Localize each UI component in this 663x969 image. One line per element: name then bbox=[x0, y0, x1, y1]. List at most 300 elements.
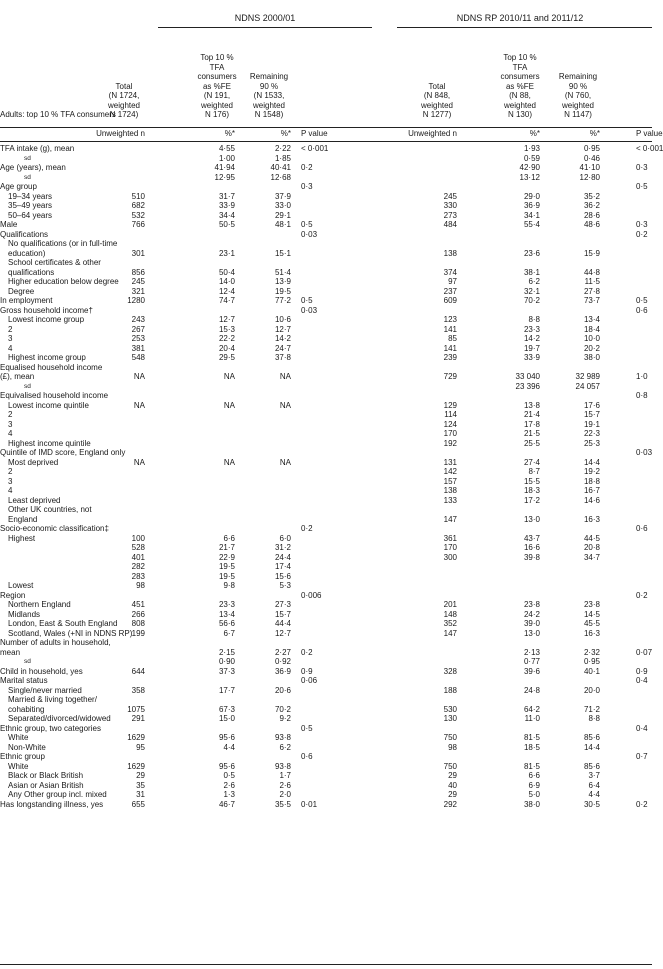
table-cell: 0·4 bbox=[636, 723, 648, 733]
table-cell: 199 bbox=[131, 628, 145, 638]
table-cell: 0·92 bbox=[274, 657, 291, 666]
table-cell: 267 bbox=[131, 324, 145, 334]
column-header-line: N 176) bbox=[204, 110, 229, 119]
table-cell: 64·2 bbox=[523, 704, 540, 714]
table-cell: 20·6 bbox=[274, 685, 291, 695]
table-cell: 45·5 bbox=[583, 619, 600, 628]
column-header-line: consumers bbox=[197, 72, 237, 81]
table-cell: 35 bbox=[136, 780, 145, 790]
table-cell: 8·8 bbox=[588, 714, 600, 723]
table-cell: 0·46 bbox=[583, 153, 600, 163]
table-cell: 131 bbox=[443, 457, 457, 467]
table-cell: 6·9 bbox=[528, 780, 540, 790]
table-cell: 0·77 bbox=[523, 657, 540, 666]
group-header-ndns-rp: NDNS RP 2010/11 and 2011/12 bbox=[456, 13, 584, 23]
table-cell: 301 bbox=[131, 248, 145, 258]
column-header-line: TFA bbox=[512, 62, 528, 72]
row-label: Qualifications bbox=[0, 229, 49, 239]
table-cell: 0·8 bbox=[636, 391, 648, 400]
table-cell: 609 bbox=[443, 296, 457, 305]
table-cell: NA bbox=[223, 372, 235, 381]
table-cell: 37·3 bbox=[218, 666, 235, 676]
table-cell: 23 396 bbox=[515, 381, 540, 391]
column-header-line: weighted bbox=[200, 100, 234, 110]
table-cell: 16·7 bbox=[583, 486, 600, 495]
table-cell: 4·4 bbox=[588, 790, 600, 799]
table-cell: 283 bbox=[131, 571, 145, 581]
table-cell: 0·006 bbox=[301, 590, 322, 600]
table-cell: 5·3 bbox=[279, 581, 291, 590]
row-label: Ethnic group bbox=[0, 752, 45, 761]
table-cell: 2·6 bbox=[223, 780, 235, 790]
column-header-line: 90 % bbox=[259, 81, 279, 91]
row-sublabel: 3 bbox=[8, 419, 13, 429]
table-cell: 40·1 bbox=[583, 666, 600, 676]
table-cell: 141 bbox=[443, 324, 457, 334]
table-cell: 532 bbox=[131, 210, 145, 220]
row-sd-label: sd bbox=[24, 173, 31, 181]
table-cell: 44·5 bbox=[583, 533, 600, 543]
column-header-line: weighted bbox=[252, 100, 286, 110]
table-cell: 11·0 bbox=[524, 714, 540, 723]
table-cell: 20·8 bbox=[583, 543, 600, 552]
row-sublabel: Any Other group incl. mixed bbox=[8, 790, 107, 799]
table-cell: 6·6 bbox=[223, 533, 235, 543]
table-cell: 21·7 bbox=[218, 543, 235, 552]
table-cell: 6·4 bbox=[588, 780, 600, 790]
table-cell: 6·2 bbox=[528, 277, 540, 286]
table-cell: 0·2 bbox=[636, 799, 648, 809]
column-subheader-7: P value bbox=[636, 129, 663, 138]
table-cell: 40 bbox=[448, 780, 457, 790]
table-cell: 93·8 bbox=[274, 761, 291, 771]
table-cell: 1075 bbox=[127, 704, 145, 714]
table-cell: 22·9 bbox=[218, 552, 235, 562]
header-rule-mid bbox=[0, 127, 652, 128]
table-cell: 14·2 bbox=[274, 334, 291, 343]
table-cell: 170 bbox=[443, 429, 457, 438]
table-cell: 39·0 bbox=[523, 619, 540, 628]
row-sublabel: Single/never married bbox=[8, 685, 82, 695]
table-cell: 85 bbox=[448, 334, 457, 343]
table-cell: 0·03 bbox=[301, 305, 318, 315]
table-cell: 2·13 bbox=[523, 647, 540, 657]
row-label: Child in household, yes bbox=[0, 666, 83, 676]
table-cell: 19·7 bbox=[523, 343, 540, 353]
row-label: Age (years), mean bbox=[0, 163, 66, 172]
table-cell: 41·10 bbox=[579, 163, 600, 172]
table-cell: 133 bbox=[443, 495, 457, 505]
table-cell: 0·95 bbox=[583, 657, 600, 666]
row-sublabel: White bbox=[8, 733, 29, 742]
table-cell: 35·5 bbox=[274, 799, 291, 809]
table-cell: 25·5 bbox=[523, 438, 540, 448]
table-cell: 93·8 bbox=[274, 733, 291, 742]
column-header-line: (N 848, bbox=[423, 91, 451, 100]
table-cell: 16·6 bbox=[523, 543, 540, 552]
row-sublabel: Lowest income group bbox=[8, 315, 85, 324]
table-cell: 19·2 bbox=[583, 467, 600, 476]
table-cell: 530 bbox=[443, 704, 457, 714]
table-cell: 0·06 bbox=[301, 676, 318, 685]
column-header-line: N 1147) bbox=[564, 110, 592, 119]
table-cell: 44·4 bbox=[274, 619, 291, 628]
table-cell: 23·8 bbox=[583, 600, 600, 609]
table-cell: 300 bbox=[443, 552, 457, 562]
table-cell: 34·1 bbox=[523, 210, 540, 220]
column-subheader-6: %* bbox=[589, 129, 600, 138]
table-cell: 29 bbox=[136, 771, 145, 780]
column-header-line: TFA bbox=[209, 62, 225, 72]
table-cell: 528 bbox=[131, 543, 145, 552]
column-header-line: weighted bbox=[420, 100, 454, 110]
row-sublabel: 3 bbox=[8, 476, 13, 486]
row-sd-label: sd bbox=[24, 154, 31, 162]
row-sublabel: Most deprived bbox=[8, 457, 59, 467]
row-sublabel: Highest income quintile bbox=[8, 438, 91, 448]
table-cell: 12·7 bbox=[274, 324, 291, 334]
table-cell: 124 bbox=[443, 419, 457, 429]
table-cell: 0·5 bbox=[301, 220, 313, 229]
row-sublabel: London, East & South England bbox=[8, 619, 118, 628]
row-sublabel: 4 bbox=[8, 429, 13, 438]
table-cell: 41·94 bbox=[214, 163, 235, 172]
column-header-line: (N 1724, bbox=[108, 91, 140, 100]
row-sublabel: Midlands bbox=[8, 609, 41, 619]
table-cell: 4·4 bbox=[223, 742, 235, 752]
row-sublabel: 2 bbox=[8, 467, 13, 476]
table-cell: 14·6 bbox=[583, 495, 600, 505]
table-cell: 328 bbox=[443, 666, 457, 676]
column-header-line: (N 1533, bbox=[253, 91, 285, 100]
table-cell: 23·8 bbox=[523, 600, 540, 609]
row-sublabel: White bbox=[8, 761, 29, 771]
row-sublabel: 4 bbox=[8, 343, 13, 353]
table-cell: 13·8 bbox=[523, 400, 540, 410]
table-cell: 1·93 bbox=[523, 144, 540, 153]
table-cell: 97 bbox=[448, 277, 457, 286]
table-cell: 2·22 bbox=[274, 144, 291, 153]
table-cell: 18·3 bbox=[523, 486, 540, 495]
row-label: Age group bbox=[0, 182, 37, 191]
table-cell: 71·2 bbox=[583, 704, 600, 714]
table-cell: 14·2 bbox=[523, 334, 540, 343]
table-cell: 55·4 bbox=[523, 220, 540, 229]
table-cell: 24·4 bbox=[274, 552, 291, 562]
row-sublabel: Married & living together/ cohabiting bbox=[8, 695, 97, 714]
table-cell: 24·8 bbox=[523, 685, 540, 695]
table-cell: 253 bbox=[131, 334, 145, 343]
table-cell: 0·5 bbox=[636, 182, 648, 191]
row-label: Equivalised household income bbox=[0, 391, 109, 400]
table-cell: NA bbox=[279, 400, 291, 410]
table-cell: 6·7 bbox=[223, 628, 235, 638]
column-header-line: N 130) bbox=[507, 110, 532, 119]
row-sublabel: 2 bbox=[8, 324, 13, 334]
table-cell: 148 bbox=[443, 609, 457, 619]
table-cell: 22·2 bbox=[218, 334, 235, 343]
column-header-line: consumers bbox=[500, 72, 540, 81]
table-cell: 188 bbox=[443, 685, 457, 695]
table-cell: 20·4 bbox=[218, 343, 235, 353]
table-cell: 266 bbox=[131, 609, 145, 619]
table-cell: 0·2 bbox=[636, 229, 648, 239]
table-cell: 808 bbox=[131, 619, 145, 628]
table-cell: 29·1 bbox=[274, 210, 291, 220]
table-cell: 23·3 bbox=[218, 600, 235, 609]
table-cell: 282 bbox=[131, 562, 145, 571]
column-header-line: weighted bbox=[561, 100, 595, 110]
table-cell: 15·0 bbox=[218, 714, 235, 723]
group-header-ndns-2000: NDNS 2000/01 bbox=[234, 13, 296, 23]
table-cell: 40·41 bbox=[270, 163, 291, 172]
table-cell: NA bbox=[133, 400, 145, 410]
table-cell: 8·8 bbox=[528, 315, 540, 324]
table-cell: 48·6 bbox=[583, 220, 600, 229]
row-label: Region bbox=[0, 590, 26, 600]
table-cell: 14·5 bbox=[583, 609, 600, 619]
table-cell: 16·3 bbox=[583, 514, 600, 524]
row-header-label: Adults: top 10 % TFA consumers bbox=[0, 110, 116, 119]
table-cell: 0·01 bbox=[301, 799, 318, 809]
table-cell: 0·07 bbox=[636, 647, 653, 657]
table-cell: NA bbox=[133, 457, 145, 467]
table-cell: 2·27 bbox=[274, 647, 291, 657]
table-cell: 142 bbox=[443, 467, 457, 476]
column-subheader-3: P value bbox=[301, 129, 328, 138]
table-cell: 34·7 bbox=[583, 552, 600, 562]
table-cell: 114 bbox=[444, 410, 457, 419]
table-cell: 37·9 bbox=[274, 191, 291, 201]
row-sublabel: Scotland, Wales (+NI in NDNS RP) bbox=[8, 628, 133, 638]
table-cell: 201 bbox=[443, 600, 457, 609]
column-header-line: Total bbox=[428, 81, 446, 91]
table-cell: 95·6 bbox=[218, 733, 235, 742]
table-cell: 77·2 bbox=[274, 296, 291, 305]
table-cell: 0·5 bbox=[636, 296, 648, 305]
table-cell: 141 bbox=[443, 343, 457, 353]
column-header-line: as %FE bbox=[505, 81, 534, 91]
table-cell: 39·8 bbox=[523, 552, 540, 562]
table-cell: 1·00 bbox=[218, 153, 235, 163]
table-cell: 330 bbox=[443, 201, 457, 210]
table-cell: 14·4 bbox=[583, 457, 600, 467]
table-cell: 85·6 bbox=[583, 733, 600, 742]
column-header-line: Total bbox=[115, 81, 133, 91]
table-cell: 22·3 bbox=[583, 429, 600, 438]
table-cell: 374 bbox=[443, 267, 457, 277]
table-cell: 9·8 bbox=[223, 581, 235, 590]
table-cell: 17·7 bbox=[218, 685, 235, 695]
table-cell: 36·9 bbox=[274, 666, 291, 676]
table-cell: 33 040 bbox=[515, 372, 540, 381]
table-cell: 50·4 bbox=[218, 267, 235, 277]
column-header-line: N 1277) bbox=[422, 110, 452, 119]
table-cell: 1·3 bbox=[223, 790, 235, 799]
table-cell: 20·0 bbox=[583, 685, 600, 695]
row-sublabel: School certificates & other qualifications bbox=[8, 258, 101, 277]
row-sublabel: Other UK countries, not England bbox=[8, 505, 92, 524]
table-cell: 147 bbox=[443, 514, 457, 524]
table-cell: 12·80 bbox=[579, 172, 600, 182]
table-cell: 17·6 bbox=[583, 400, 600, 410]
table-cell: 27·4 bbox=[523, 457, 540, 467]
column-header-line: N 1548) bbox=[254, 110, 284, 119]
row-sd-label: sd bbox=[24, 658, 31, 665]
table-cell: 12·68 bbox=[270, 172, 291, 182]
table-cell: 0·03 bbox=[301, 229, 318, 239]
row-sublabel: Non-White bbox=[8, 742, 46, 752]
row-label: Socio-economic classification‡ bbox=[0, 524, 109, 533]
table-cell: 484 bbox=[443, 220, 457, 229]
table-cell: 291 bbox=[131, 714, 145, 723]
column-header-line: weighted bbox=[503, 100, 537, 110]
table-cell: 381 bbox=[131, 343, 145, 353]
table-cell: 39·6 bbox=[523, 666, 540, 676]
row-sublabel: 35–49 years bbox=[8, 201, 53, 210]
table-cell: 19·5 bbox=[218, 562, 235, 571]
table-cell: 13·0 bbox=[523, 628, 540, 638]
table-cell: < 0·001 bbox=[636, 144, 663, 153]
table-cell: 38·0 bbox=[523, 799, 540, 809]
table-cell: 510 bbox=[131, 191, 145, 201]
row-sublabel: No qualifications (or in full-time education) bbox=[8, 239, 118, 258]
row-sublabel: Separated/divorced/widowed bbox=[8, 714, 111, 723]
row-sd-label: sd bbox=[24, 382, 31, 390]
row-sublabel: 3 bbox=[8, 334, 13, 343]
table-cell: 11·5 bbox=[584, 277, 600, 286]
table-cell: 2·15 bbox=[218, 647, 235, 657]
table-cell: 239 bbox=[443, 353, 457, 362]
table-cell: 85·6 bbox=[583, 761, 600, 771]
table-cell: 0·2 bbox=[301, 163, 313, 172]
table-cell: 38·0 bbox=[583, 353, 600, 362]
column-header-line: as %FE bbox=[202, 81, 231, 91]
row-sublabel: Northern England bbox=[8, 600, 71, 609]
table-cell: 74·7 bbox=[218, 296, 235, 305]
table-cell: 10·0 bbox=[583, 334, 600, 343]
table-cell: NA bbox=[223, 457, 235, 467]
table-cell: 23·3 bbox=[523, 324, 540, 334]
row-label: TFA intake (g), mean bbox=[0, 144, 75, 153]
table-cell: 130 bbox=[443, 714, 457, 723]
table-cell: 157 bbox=[443, 476, 457, 486]
table-cell: 361 bbox=[443, 533, 457, 543]
row-sublabel: 19–34 years bbox=[8, 191, 53, 201]
row-label: Has longstanding illness, yes bbox=[0, 799, 104, 809]
row-sublabel: Higher education below degree bbox=[8, 277, 119, 286]
row-sublabel: 50–64 years bbox=[8, 210, 53, 220]
table-cell: NA bbox=[133, 372, 145, 381]
row-label: Marital status bbox=[0, 676, 48, 685]
table-cell: 95·6 bbox=[218, 761, 235, 771]
table-cell: 19·5 bbox=[218, 571, 235, 581]
table-cell: 12·7 bbox=[274, 628, 291, 638]
table-cell: 0·5 bbox=[223, 771, 235, 780]
table-cell: 13·0 bbox=[523, 514, 540, 524]
table-cell: 33·0 bbox=[274, 201, 291, 210]
row-label: Gross household income† bbox=[0, 305, 93, 315]
table-cell: 13·9 bbox=[274, 277, 291, 286]
table-cell: 17·8 bbox=[523, 419, 540, 429]
table-cell: 18·8 bbox=[583, 476, 600, 486]
table-cell: 43·7 bbox=[523, 533, 540, 543]
table-cell: 292 bbox=[443, 799, 457, 809]
table-cell: 644 bbox=[131, 666, 145, 676]
column-header-line: (N 88, bbox=[509, 91, 531, 100]
table-cell: 27·8 bbox=[583, 286, 600, 296]
table-cell: 1·85 bbox=[274, 153, 291, 163]
table-cell: 37·8 bbox=[274, 353, 291, 362]
table-cell: 13·4 bbox=[218, 609, 235, 619]
table-cell: 1629 bbox=[127, 733, 145, 742]
table-cell: 15·1 bbox=[274, 248, 291, 258]
table-cell: 24·7 bbox=[274, 343, 291, 353]
table-cell: 2·0 bbox=[279, 790, 291, 799]
table-cell: 15·7 bbox=[583, 410, 600, 419]
column-subheader-2: %* bbox=[280, 129, 291, 138]
table-cell: 24 057 bbox=[575, 381, 600, 391]
table-cell: 29·5 bbox=[218, 353, 235, 362]
table-cell: 655 bbox=[131, 799, 145, 809]
table-cell: 44·8 bbox=[583, 267, 600, 277]
table-cell: 18·4 bbox=[583, 324, 600, 334]
table-cell: 13·4 bbox=[583, 315, 600, 324]
table-cell: 19·5 bbox=[274, 286, 291, 296]
table-cell: 98 bbox=[448, 742, 457, 752]
table-cell: 147 bbox=[443, 628, 457, 638]
row-sublabel: 4 bbox=[8, 486, 13, 495]
row-sublabel: Highest bbox=[8, 533, 36, 543]
row-label: Quintile of IMD score, England only bbox=[0, 448, 126, 457]
row-label: Number of adults in household, mean bbox=[0, 638, 111, 657]
table-cell: 0·7 bbox=[636, 752, 648, 761]
row-label: Ethnic group, two categories bbox=[0, 723, 101, 733]
table-cell: 138 bbox=[443, 248, 457, 258]
table-cell: 27·3 bbox=[274, 600, 291, 609]
table-cell: 170 bbox=[443, 543, 457, 552]
column-header-line: Top 10 % bbox=[503, 53, 537, 62]
table-cell: 750 bbox=[443, 733, 457, 742]
table-cell: 31·7 bbox=[218, 191, 235, 201]
table-cell: 6·0 bbox=[279, 533, 291, 543]
table-cell: 23·1 bbox=[218, 248, 235, 258]
table-cell: 15·7 bbox=[274, 609, 291, 619]
table-cell: 138 bbox=[443, 486, 457, 495]
column-header-line: Remaining bbox=[558, 72, 598, 81]
table-cell: 0·3 bbox=[636, 163, 648, 172]
table-cell: 70·2 bbox=[523, 296, 540, 305]
table-cell: 29 bbox=[448, 790, 457, 799]
row-sublabel: Lowest income quintile bbox=[8, 400, 89, 410]
table-cell: 0·9 bbox=[636, 666, 648, 676]
group-rule-ndns-2000 bbox=[158, 27, 372, 28]
table-cell: 766 bbox=[131, 220, 145, 229]
row-sublabel: Highest income group bbox=[8, 353, 86, 362]
column-header-line: 90 % bbox=[568, 81, 588, 91]
table-cell: 21·4 bbox=[523, 410, 540, 419]
table-cell: 14·0 bbox=[218, 277, 235, 286]
table-cell: 0·6 bbox=[301, 752, 313, 761]
table-cell: 6·2 bbox=[279, 742, 291, 752]
table-cell: 29·0 bbox=[523, 191, 540, 201]
table-cell: 1·7 bbox=[279, 771, 291, 780]
table-cell: 42·90 bbox=[519, 163, 540, 172]
table-cell: 14·4 bbox=[583, 742, 600, 752]
table-cell: 2·32 bbox=[583, 647, 600, 657]
table-cell: 36·2 bbox=[583, 201, 600, 210]
table-cell: 682 bbox=[131, 201, 145, 210]
